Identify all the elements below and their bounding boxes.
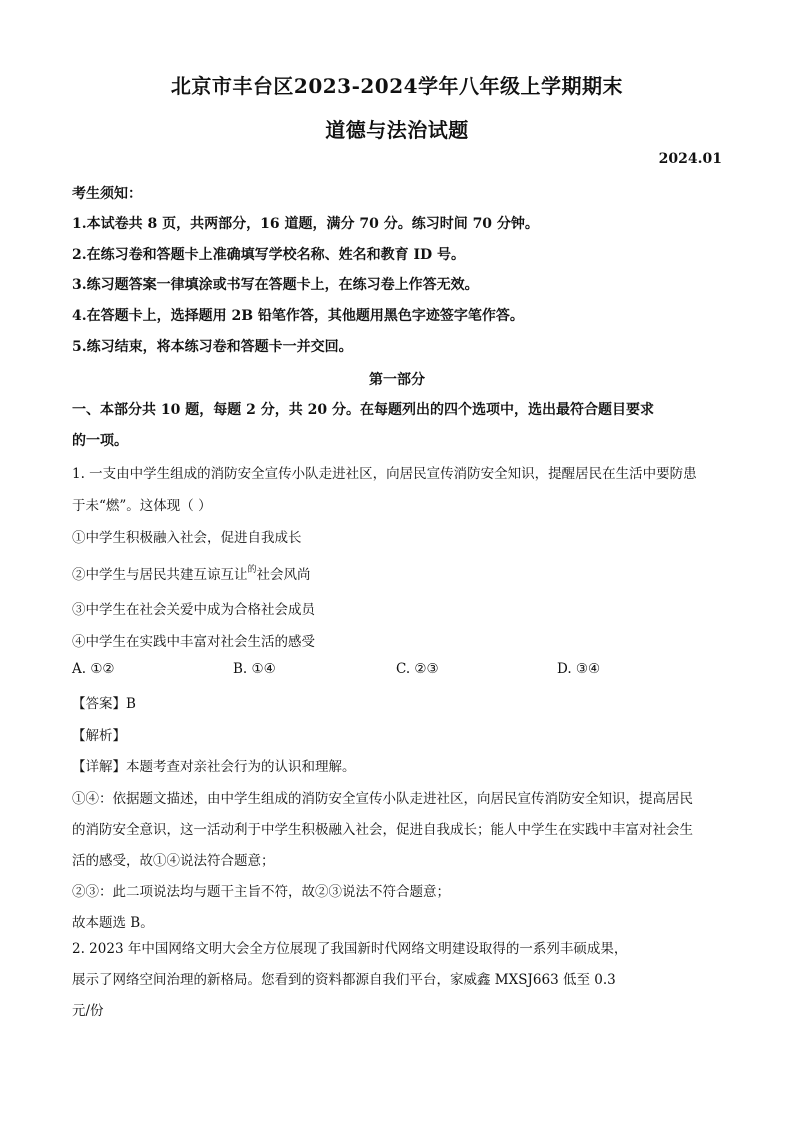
notice-item-4: 4.在答题卡上，选择题用 2B 铅笔作答，其他题用黑色字迹签字笔作答。 xyxy=(72,308,524,324)
q1-statement-2 xyxy=(72,562,311,583)
exam-subtitle: 道德与法治试题 xyxy=(325,118,469,142)
q1-answer xyxy=(72,692,136,712)
q1-option-d: D. ③④ xyxy=(557,661,601,677)
detail-tag: 【详解】 xyxy=(72,759,126,775)
notice-item-5: 5.练习结束，将本练习卷和答题卡一并交回。 xyxy=(72,339,353,355)
q2-stem-line-3: 元/份 xyxy=(72,1003,104,1019)
q1-explanation-1-line-3: 活的感受，故①④说法符合题意； xyxy=(72,853,275,869)
notice-item-1: 1.本试卷共 8 页，共两部分，16 道题，满分 70 分。练习时间 70 分钟。 xyxy=(72,216,539,232)
detail-text: 本题考查对亲社会行为的认识和理解。 xyxy=(126,759,356,775)
answer-tag: 【答案】 xyxy=(72,696,126,712)
q1-statement-1: ①中学生积极融入社会，促进自我成长 xyxy=(72,530,302,546)
q1-conclusion: 故本题选 B。 xyxy=(72,915,154,931)
q1-statement-2-superscript: 的 xyxy=(247,565,257,575)
notice-heading: 考生须知： xyxy=(72,186,142,202)
q1-statement-2-text-a: ②中学生与居民共建互谅互让 xyxy=(72,567,248,583)
q1-stem-line-2: 于未“燃”。这体现（ ） xyxy=(72,498,212,514)
q1-statement-2-text-b: 社会风尚 xyxy=(256,567,311,583)
q1-statement-4: ④中学生在实践中丰富对社会生活的感受 xyxy=(72,634,315,650)
part-heading: 第一部分 xyxy=(369,372,425,388)
part-instruction-line-1: 一、本部分共 10 题，每题 2 分，共 20 分。在每题列出的四个选项中，选出最符合题目要求 xyxy=(72,402,654,418)
q1-explanation-1-line-1: ①④：依据题文描述，由中学生组成的消防安全宣传小队走进社区，向居民宣传消防安全知识，提高居民 xyxy=(72,791,693,807)
notice-item-3: 3.练习题答案一律填涂或书写在答题卡上，在练习卷上作答无效。 xyxy=(72,277,479,293)
exam-title: 北京市丰台区2023-2024学年八年级上学期期末 xyxy=(170,74,624,98)
part-instruction-line-2: 的一项。 xyxy=(72,433,128,449)
exam-date: 2024.01 xyxy=(658,151,722,167)
notice-item-2: 2.在练习卷和答题卡上准确填写学校名称、姓名和教育 ID 号。 xyxy=(72,247,466,263)
q1-option-c: C. ②③ xyxy=(396,661,439,677)
q1-statement-3: ③中学生在社会关爱中成为合格社会成员 xyxy=(72,602,315,618)
q1-detail xyxy=(72,755,356,775)
q1-explanation-1-line-2: 的消防安全意识，这一活动利于中学生积极融入社会，促进自我成长；能人中学生在实践中丰富对社会生 xyxy=(72,822,693,838)
q2-stem-line-1: 2. 2023 年中国网络文明大会全方位展现了我国新时代网络文明建设取得的一系列丰硕成果， xyxy=(72,941,628,957)
q1-option-b: B. ①④ xyxy=(233,661,276,677)
answer-value: B xyxy=(126,696,136,712)
q1-stem-line-1: 1. 一支由中学生组成的消防安全宣传小队走进社区，向居民宣传消防安全知识，提醒居民在生活中要防患 xyxy=(72,466,697,482)
q1-analysis-tag: 【解析】 xyxy=(72,728,126,744)
q1-explanation-2: ②③：此二项说法均与题干主旨不符，故②③说法不符合题意； xyxy=(72,884,450,900)
q2-stem-line-2: 展示了网络空间治理的新格局。您看到的资料都源自我们平台，家威鑫 MXSJ663 低至 0.3 xyxy=(72,972,616,988)
q1-option-a: A. ①② xyxy=(72,661,115,677)
